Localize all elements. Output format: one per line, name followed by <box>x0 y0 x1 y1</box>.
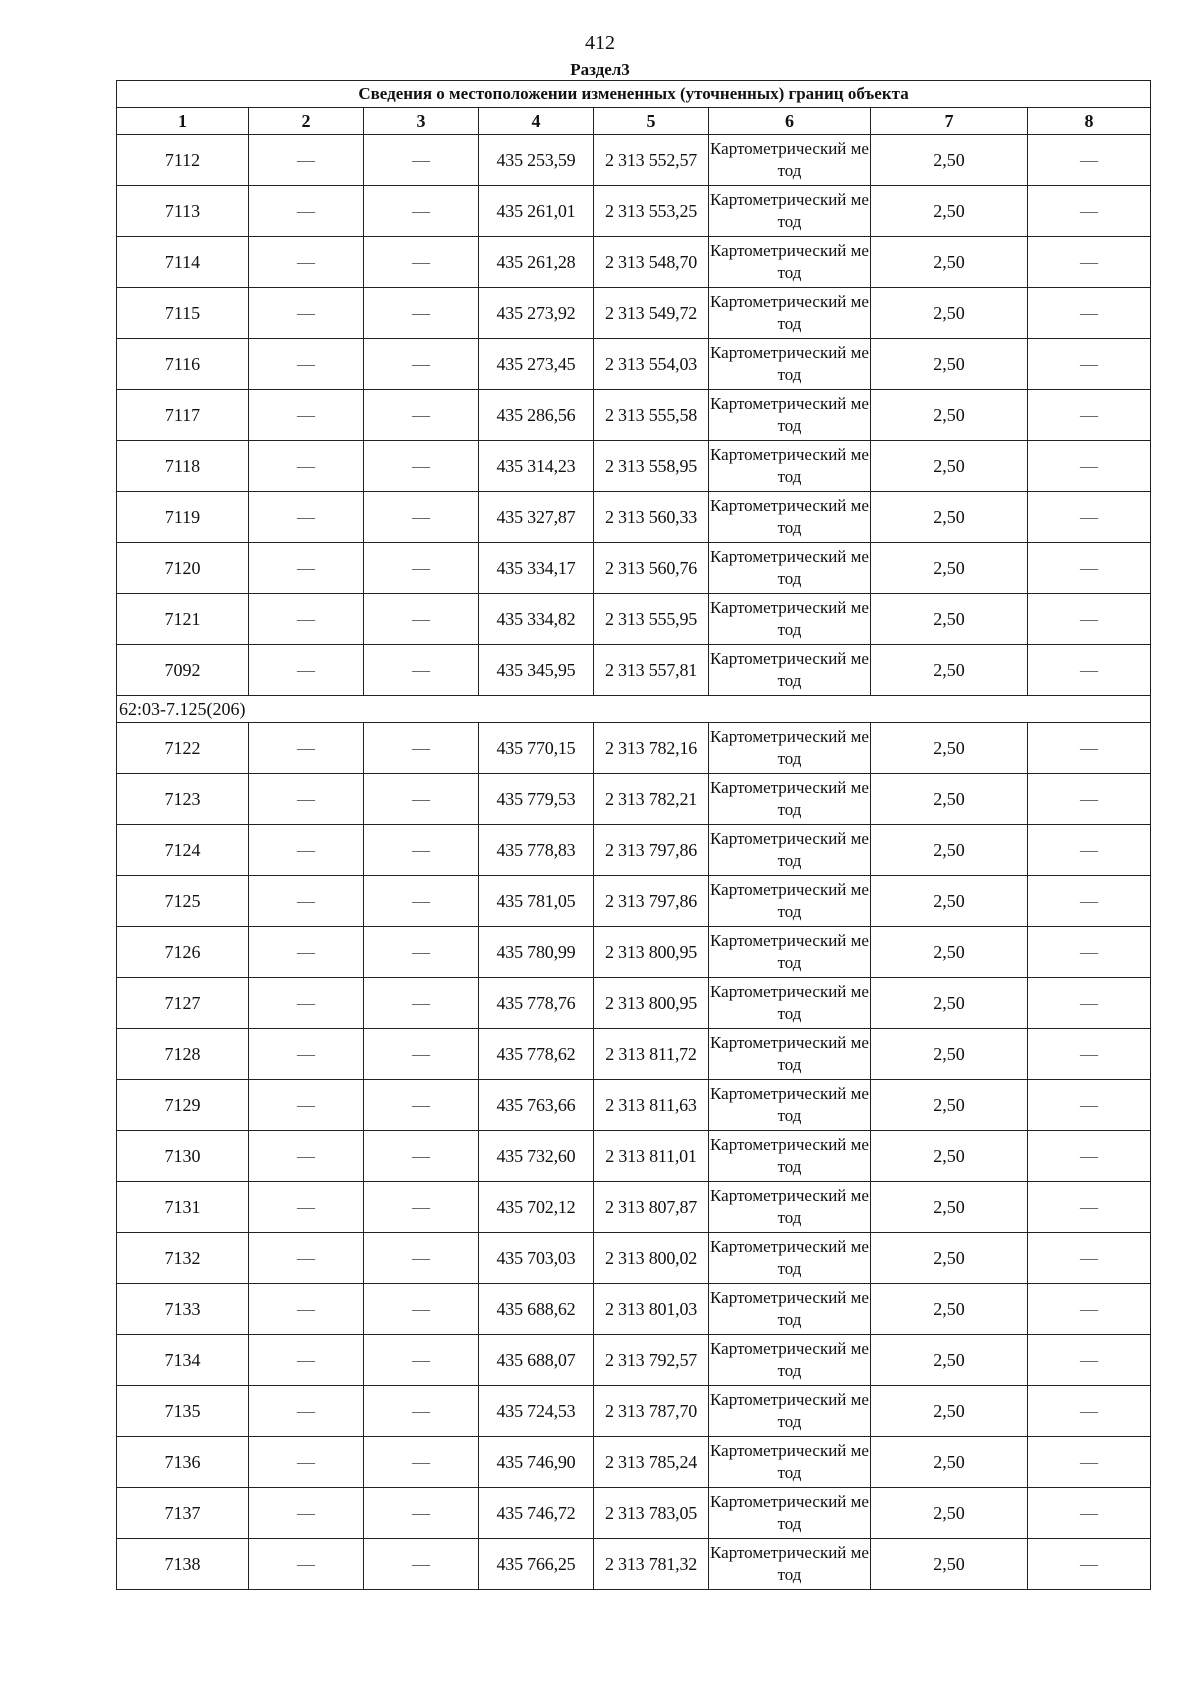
y-coordinate-cell: 2 313 801,03 <box>594 1284 709 1335</box>
method-cell: Картометрический метод <box>709 1539 871 1590</box>
method-cell: Картометрический метод <box>709 774 871 825</box>
x-coordinate-cell: 435 273,92 <box>479 288 594 339</box>
y-coordinate-cell: 2 313 811,63 <box>594 1080 709 1131</box>
column-8-cell: — <box>1028 927 1151 978</box>
column-8-cell: — <box>1028 1233 1151 1284</box>
column-2-cell: — <box>249 1131 364 1182</box>
x-coordinate-cell: 435 766,25 <box>479 1539 594 1590</box>
method-cell: Картометрический метод <box>709 1233 871 1284</box>
column-3-cell: — <box>364 825 479 876</box>
column-2-cell: — <box>249 1539 364 1590</box>
column-2-cell: — <box>249 492 364 543</box>
table-body <box>117 135 1151 1590</box>
column-8-cell: — <box>1028 645 1151 696</box>
column-3-cell: — <box>364 927 479 978</box>
table-row <box>117 1335 1151 1386</box>
accuracy-cell: 2,50 <box>871 594 1028 645</box>
table-row <box>117 594 1151 645</box>
column-8-cell: — <box>1028 1539 1151 1590</box>
accuracy-cell: 2,50 <box>871 1284 1028 1335</box>
x-coordinate-cell: 435 261,01 <box>479 186 594 237</box>
column-2-cell: — <box>249 339 364 390</box>
method-cell: Картометрический метод <box>709 135 871 186</box>
column-3-cell: — <box>364 288 479 339</box>
accuracy-cell: 2,50 <box>871 390 1028 441</box>
column-2-cell: — <box>249 1080 364 1131</box>
column-2-cell: — <box>249 594 364 645</box>
accuracy-cell: 2,50 <box>871 1335 1028 1386</box>
accuracy-cell: 2,50 <box>871 1131 1028 1182</box>
column-2-cell: — <box>249 1335 364 1386</box>
point-number-cell: 7128 <box>117 1029 249 1080</box>
column-2-cell: — <box>249 441 364 492</box>
method-cell: Картометрический метод <box>709 825 871 876</box>
y-coordinate-cell: 2 313 549,72 <box>594 288 709 339</box>
y-coordinate-cell: 2 313 783,05 <box>594 1488 709 1539</box>
column-2-cell: — <box>249 1182 364 1233</box>
column-3-cell: — <box>364 1335 479 1386</box>
column-2-cell: — <box>249 1386 364 1437</box>
x-coordinate-cell: 435 780,99 <box>479 927 594 978</box>
accuracy-cell: 2,50 <box>871 876 1028 927</box>
method-cell: Картометрический метод <box>709 1029 871 1080</box>
point-number-cell: 7123 <box>117 774 249 825</box>
point-number-cell: 7122 <box>117 723 249 774</box>
column-3-cell: — <box>364 543 479 594</box>
column-8-cell: — <box>1028 1386 1151 1437</box>
column-2-cell: — <box>249 186 364 237</box>
column-2-cell: — <box>249 1284 364 1335</box>
y-coordinate-cell: 2 313 797,86 <box>594 825 709 876</box>
point-number-cell: 7124 <box>117 825 249 876</box>
column-8-cell: — <box>1028 774 1151 825</box>
point-number-cell: 7135 <box>117 1386 249 1437</box>
table-row <box>117 237 1151 288</box>
y-coordinate-cell: 2 313 557,81 <box>594 645 709 696</box>
accuracy-cell: 2,50 <box>871 1080 1028 1131</box>
column-2-cell: — <box>249 876 364 927</box>
column-3-cell: — <box>364 135 479 186</box>
x-coordinate-cell: 435 334,17 <box>479 543 594 594</box>
group-row <box>117 696 1151 723</box>
x-coordinate-cell: 435 778,83 <box>479 825 594 876</box>
table-caption: Сведения о местоположении измененных (уточненных) границ объекта <box>117 81 1151 108</box>
table-row <box>117 288 1151 339</box>
method-cell: Картометрический метод <box>709 1386 871 1437</box>
point-number-cell: 7125 <box>117 876 249 927</box>
x-coordinate-cell: 435 732,60 <box>479 1131 594 1182</box>
column-2-cell: — <box>249 1029 364 1080</box>
y-coordinate-cell: 2 313 800,95 <box>594 978 709 1029</box>
y-coordinate-cell: 2 313 555,95 <box>594 594 709 645</box>
point-number-cell: 7133 <box>117 1284 249 1335</box>
y-coordinate-cell: 2 313 548,70 <box>594 237 709 288</box>
accuracy-cell: 2,50 <box>871 492 1028 543</box>
group-label: 62:03-7.125(206) <box>117 696 1151 723</box>
y-coordinate-cell: 2 313 552,57 <box>594 135 709 186</box>
point-number-cell: 7132 <box>117 1233 249 1284</box>
point-number-cell: 7130 <box>117 1131 249 1182</box>
point-number-cell: 7136 <box>117 1437 249 1488</box>
x-coordinate-cell: 435 702,12 <box>479 1182 594 1233</box>
y-coordinate-cell: 2 313 781,32 <box>594 1539 709 1590</box>
column-3-cell: — <box>364 774 479 825</box>
column-3-cell: — <box>364 1029 479 1080</box>
y-coordinate-cell: 2 313 792,57 <box>594 1335 709 1386</box>
x-coordinate-cell: 435 286,56 <box>479 390 594 441</box>
column-8-cell: — <box>1028 1437 1151 1488</box>
column-number: 5 <box>594 108 709 135</box>
point-number-cell: 7137 <box>117 1488 249 1539</box>
column-3-cell: — <box>364 390 479 441</box>
accuracy-cell: 2,50 <box>871 1182 1028 1233</box>
x-coordinate-cell: 435 261,28 <box>479 237 594 288</box>
method-cell: Картометрический метод <box>709 390 871 441</box>
accuracy-cell: 2,50 <box>871 645 1028 696</box>
y-coordinate-cell: 2 313 787,70 <box>594 1386 709 1437</box>
x-coordinate-cell: 435 688,07 <box>479 1335 594 1386</box>
column-8-cell: — <box>1028 543 1151 594</box>
method-cell: Картометрический метод <box>709 645 871 696</box>
column-8-cell: — <box>1028 1284 1151 1335</box>
accuracy-cell: 2,50 <box>871 237 1028 288</box>
column-8-cell: — <box>1028 1029 1151 1080</box>
method-cell: Картометрический метод <box>709 1437 871 1488</box>
point-number-cell: 7092 <box>117 645 249 696</box>
table-caption-row <box>117 81 1151 108</box>
column-2-cell: — <box>249 135 364 186</box>
method-cell: Картометрический метод <box>709 1182 871 1233</box>
table-row <box>117 441 1151 492</box>
column-3-cell: — <box>364 1539 479 1590</box>
accuracy-cell: 2,50 <box>871 288 1028 339</box>
column-8-cell: — <box>1028 1488 1151 1539</box>
column-number-row <box>117 108 1151 135</box>
column-3-cell: — <box>364 1233 479 1284</box>
table-row <box>117 492 1151 543</box>
method-cell: Картометрический метод <box>709 876 871 927</box>
table-row <box>117 1437 1151 1488</box>
column-3-cell: — <box>364 1080 479 1131</box>
y-coordinate-cell: 2 313 811,01 <box>594 1131 709 1182</box>
column-3-cell: — <box>364 1131 479 1182</box>
accuracy-cell: 2,50 <box>871 1488 1028 1539</box>
column-3-cell: — <box>364 1437 479 1488</box>
accuracy-cell: 2,50 <box>871 543 1028 594</box>
point-number-cell: 7115 <box>117 288 249 339</box>
table-row <box>117 1029 1151 1080</box>
point-number-cell: 7116 <box>117 339 249 390</box>
accuracy-cell: 2,50 <box>871 1539 1028 1590</box>
point-number-cell: 7114 <box>117 237 249 288</box>
column-8-cell: — <box>1028 237 1151 288</box>
x-coordinate-cell: 435 703,03 <box>479 1233 594 1284</box>
column-8-cell: — <box>1028 825 1151 876</box>
column-3-cell: — <box>364 441 479 492</box>
table-row <box>117 645 1151 696</box>
method-cell: Картометрический метод <box>709 237 871 288</box>
method-cell: Картометрический метод <box>709 1488 871 1539</box>
method-cell: Картометрический метод <box>709 1080 871 1131</box>
column-2-cell: — <box>249 288 364 339</box>
y-coordinate-cell: 2 313 782,16 <box>594 723 709 774</box>
method-cell: Картометрический метод <box>709 927 871 978</box>
table-row <box>117 135 1151 186</box>
column-2-cell: — <box>249 825 364 876</box>
column-8-cell: — <box>1028 594 1151 645</box>
column-number: 1 <box>117 108 249 135</box>
x-coordinate-cell: 435 778,62 <box>479 1029 594 1080</box>
x-coordinate-cell: 435 314,23 <box>479 441 594 492</box>
method-cell: Картометрический метод <box>709 339 871 390</box>
column-3-cell: — <box>364 1284 479 1335</box>
column-number: 6 <box>709 108 871 135</box>
column-8-cell: — <box>1028 441 1151 492</box>
table-row <box>117 723 1151 774</box>
x-coordinate-cell: 435 327,87 <box>479 492 594 543</box>
table-row <box>117 1488 1151 1539</box>
column-3-cell: — <box>364 645 479 696</box>
method-cell: Картометрический метод <box>709 186 871 237</box>
column-8-cell: — <box>1028 339 1151 390</box>
point-number-cell: 7126 <box>117 927 249 978</box>
accuracy-cell: 2,50 <box>871 441 1028 492</box>
point-number-cell: 7138 <box>117 1539 249 1590</box>
table-row <box>117 1284 1151 1335</box>
table-row <box>117 774 1151 825</box>
y-coordinate-cell: 2 313 785,24 <box>594 1437 709 1488</box>
y-coordinate-cell: 2 313 800,95 <box>594 927 709 978</box>
method-cell: Картометрический метод <box>709 1335 871 1386</box>
column-3-cell: — <box>364 1182 479 1233</box>
column-8-cell: — <box>1028 876 1151 927</box>
method-cell: Картометрический метод <box>709 723 871 774</box>
y-coordinate-cell: 2 313 558,95 <box>594 441 709 492</box>
accuracy-cell: 2,50 <box>871 1386 1028 1437</box>
method-cell: Картометрический метод <box>709 441 871 492</box>
column-3-cell: — <box>364 594 479 645</box>
column-8-cell: — <box>1028 978 1151 1029</box>
method-cell: Картометрический метод <box>709 594 871 645</box>
table-row <box>117 927 1151 978</box>
y-coordinate-cell: 2 313 553,25 <box>594 186 709 237</box>
y-coordinate-cell: 2 313 811,72 <box>594 1029 709 1080</box>
column-3-cell: — <box>364 339 479 390</box>
table-row <box>117 390 1151 441</box>
x-coordinate-cell: 435 763,66 <box>479 1080 594 1131</box>
accuracy-cell: 2,50 <box>871 339 1028 390</box>
point-number-cell: 7129 <box>117 1080 249 1131</box>
column-3-cell: — <box>364 1386 479 1437</box>
x-coordinate-cell: 435 770,15 <box>479 723 594 774</box>
x-coordinate-cell: 435 273,45 <box>479 339 594 390</box>
x-coordinate-cell: 435 345,95 <box>479 645 594 696</box>
point-number-cell: 7121 <box>117 594 249 645</box>
column-8-cell: — <box>1028 390 1151 441</box>
boundary-coordinates-table <box>116 80 1151 1590</box>
column-number: 2 <box>249 108 364 135</box>
column-8-cell: — <box>1028 1335 1151 1386</box>
accuracy-cell: 2,50 <box>871 1437 1028 1488</box>
column-number: 3 <box>364 108 479 135</box>
column-8-cell: — <box>1028 1182 1151 1233</box>
column-2-cell: — <box>249 1233 364 1284</box>
point-number-cell: 7134 <box>117 1335 249 1386</box>
table-row <box>117 1386 1151 1437</box>
column-3-cell: — <box>364 237 479 288</box>
accuracy-cell: 2,50 <box>871 927 1028 978</box>
table-row <box>117 978 1151 1029</box>
column-8-cell: — <box>1028 288 1151 339</box>
column-2-cell: — <box>249 723 364 774</box>
column-3-cell: — <box>364 723 479 774</box>
y-coordinate-cell: 2 313 554,03 <box>594 339 709 390</box>
column-2-cell: — <box>249 543 364 594</box>
table-row <box>117 1080 1151 1131</box>
point-number-cell: 7113 <box>117 186 249 237</box>
method-cell: Картометрический метод <box>709 492 871 543</box>
column-8-cell: — <box>1028 1080 1151 1131</box>
method-cell: Картометрический метод <box>709 543 871 594</box>
y-coordinate-cell: 2 313 560,33 <box>594 492 709 543</box>
table-row <box>117 186 1151 237</box>
column-2-cell: — <box>249 978 364 1029</box>
accuracy-cell: 2,50 <box>871 186 1028 237</box>
method-cell: Картометрический метод <box>709 288 871 339</box>
page-number: 412 <box>585 32 615 54</box>
x-coordinate-cell: 435 688,62 <box>479 1284 594 1335</box>
table-row <box>117 1131 1151 1182</box>
column-3-cell: — <box>364 978 479 1029</box>
column-2-cell: — <box>249 237 364 288</box>
column-8-cell: — <box>1028 492 1151 543</box>
column-3-cell: — <box>364 1488 479 1539</box>
y-coordinate-cell: 2 313 797,86 <box>594 876 709 927</box>
y-coordinate-cell: 2 313 782,21 <box>594 774 709 825</box>
column-3-cell: — <box>364 876 479 927</box>
column-3-cell: — <box>364 186 479 237</box>
column-number: 8 <box>1028 108 1151 135</box>
point-number-cell: 7117 <box>117 390 249 441</box>
section-title: Раздел3 <box>570 60 630 79</box>
method-cell: Картометрический метод <box>709 1284 871 1335</box>
column-2-cell: — <box>249 645 364 696</box>
accuracy-cell: 2,50 <box>871 978 1028 1029</box>
point-number-cell: 7118 <box>117 441 249 492</box>
table-row <box>117 543 1151 594</box>
x-coordinate-cell: 435 781,05 <box>479 876 594 927</box>
y-coordinate-cell: 2 313 555,58 <box>594 390 709 441</box>
point-number-cell: 7119 <box>117 492 249 543</box>
x-coordinate-cell: 435 724,53 <box>479 1386 594 1437</box>
accuracy-cell: 2,50 <box>871 1029 1028 1080</box>
y-coordinate-cell: 2 313 560,76 <box>594 543 709 594</box>
accuracy-cell: 2,50 <box>871 135 1028 186</box>
column-2-cell: — <box>249 1437 364 1488</box>
accuracy-cell: 2,50 <box>871 774 1028 825</box>
table-row <box>117 339 1151 390</box>
x-coordinate-cell: 435 253,59 <box>479 135 594 186</box>
x-coordinate-cell: 435 779,53 <box>479 774 594 825</box>
column-8-cell: — <box>1028 186 1151 237</box>
x-coordinate-cell: 435 746,90 <box>479 1437 594 1488</box>
y-coordinate-cell: 2 313 800,02 <box>594 1233 709 1284</box>
point-number-cell: 7131 <box>117 1182 249 1233</box>
table-row <box>117 1182 1151 1233</box>
table-row <box>117 1539 1151 1590</box>
column-2-cell: — <box>249 390 364 441</box>
accuracy-cell: 2,50 <box>871 825 1028 876</box>
column-number: 4 <box>479 108 594 135</box>
accuracy-cell: 2,50 <box>871 1233 1028 1284</box>
table-row <box>117 876 1151 927</box>
column-8-cell: — <box>1028 135 1151 186</box>
column-2-cell: — <box>249 774 364 825</box>
y-coordinate-cell: 2 313 807,87 <box>594 1182 709 1233</box>
table-row <box>117 1233 1151 1284</box>
column-2-cell: — <box>249 927 364 978</box>
column-8-cell: — <box>1028 1131 1151 1182</box>
x-coordinate-cell: 435 334,82 <box>479 594 594 645</box>
method-cell: Картометрический метод <box>709 978 871 1029</box>
point-number-cell: 7112 <box>117 135 249 186</box>
x-coordinate-cell: 435 746,72 <box>479 1488 594 1539</box>
point-number-cell: 7120 <box>117 543 249 594</box>
accuracy-cell: 2,50 <box>871 723 1028 774</box>
column-8-cell: — <box>1028 723 1151 774</box>
point-number-cell: 7127 <box>117 978 249 1029</box>
column-number: 7 <box>871 108 1028 135</box>
x-coordinate-cell: 435 778,76 <box>479 978 594 1029</box>
column-2-cell: — <box>249 1488 364 1539</box>
column-3-cell: — <box>364 492 479 543</box>
method-cell: Картометрический метод <box>709 1131 871 1182</box>
table-row <box>117 825 1151 876</box>
